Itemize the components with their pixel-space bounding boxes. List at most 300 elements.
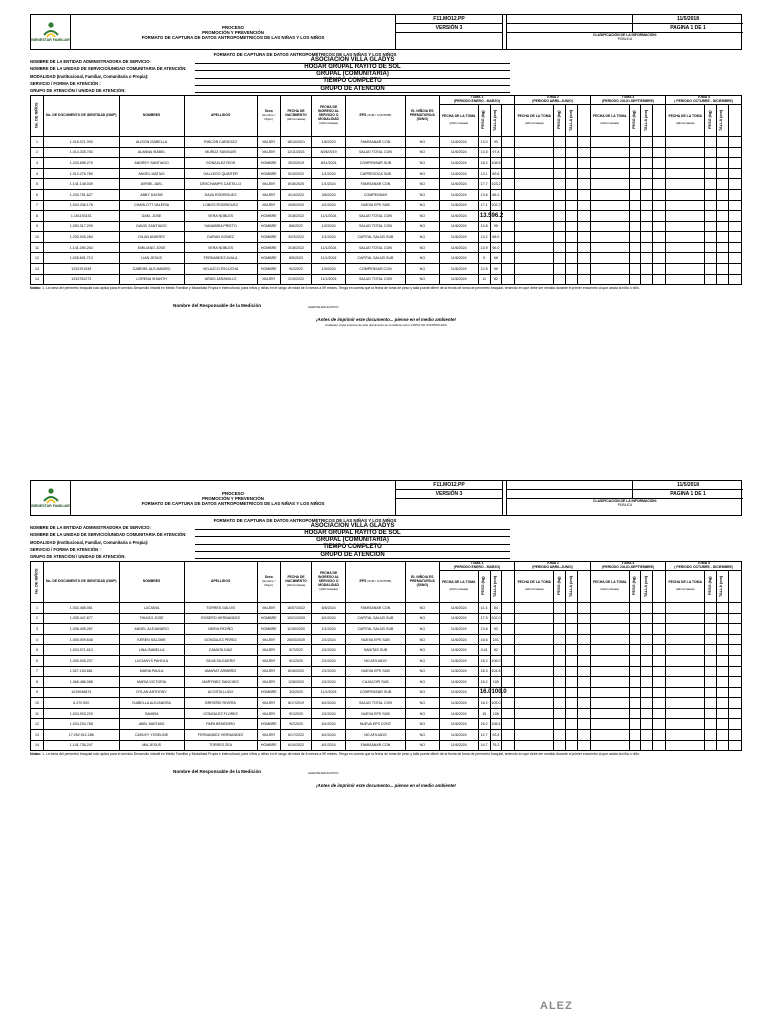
- cell-empty[interactable]: [705, 666, 717, 677]
- cell-empty[interactable]: [554, 634, 566, 645]
- cell-empty[interactable]: [641, 242, 653, 253]
- cell-empty[interactable]: [653, 189, 666, 200]
- cell-empty[interactable]: [566, 264, 578, 275]
- cell-empty[interactable]: [515, 624, 554, 635]
- cell-empty[interactable]: [728, 221, 741, 232]
- cell-empty[interactable]: [629, 602, 641, 613]
- cell-empty[interactable]: [705, 136, 717, 147]
- cell-empty[interactable]: [554, 677, 566, 688]
- cell-empty[interactable]: [577, 211, 590, 222]
- cell-empty[interactable]: [629, 687, 641, 698]
- cell-empty[interactable]: [577, 179, 590, 190]
- cell-empty[interactable]: [629, 189, 641, 200]
- cell-empty[interactable]: [566, 708, 578, 719]
- cell-empty[interactable]: [502, 158, 515, 169]
- cell-empty[interactable]: [716, 189, 728, 200]
- cell-empty[interactable]: [566, 677, 578, 688]
- cell-empty[interactable]: [566, 666, 578, 677]
- cell-empty[interactable]: [566, 613, 578, 624]
- cell-empty[interactable]: [590, 264, 629, 275]
- cell-empty[interactable]: [577, 253, 590, 264]
- cell-empty[interactable]: [629, 740, 641, 751]
- cell-empty[interactable]: [629, 655, 641, 666]
- cell-empty[interactable]: [728, 211, 741, 222]
- cell-empty[interactable]: [590, 645, 629, 656]
- cell-empty[interactable]: [641, 189, 653, 200]
- cell-empty[interactable]: [590, 655, 629, 666]
- cell-empty[interactable]: [502, 264, 515, 275]
- cell-empty[interactable]: [728, 655, 741, 666]
- cell-empty[interactable]: [705, 242, 717, 253]
- cell-empty[interactable]: [728, 232, 741, 243]
- cell-empty[interactable]: [577, 708, 590, 719]
- cell-empty[interactable]: [590, 677, 629, 688]
- cell-empty[interactable]: [653, 168, 666, 179]
- cell-empty[interactable]: [554, 221, 566, 232]
- cell-empty[interactable]: [629, 179, 641, 190]
- cell-empty[interactable]: [705, 719, 717, 730]
- cell-empty[interactable]: [515, 708, 554, 719]
- cell-empty[interactable]: [577, 655, 590, 666]
- cell-empty[interactable]: [554, 698, 566, 709]
- cell-empty[interactable]: [629, 147, 641, 158]
- cell-empty[interactable]: [666, 634, 705, 645]
- cell-empty[interactable]: [705, 158, 717, 169]
- cell-empty[interactable]: [515, 687, 554, 698]
- cell-empty[interactable]: [566, 719, 578, 730]
- cell-empty[interactable]: [577, 232, 590, 243]
- cell-empty[interactable]: [629, 136, 641, 147]
- cell-empty[interactable]: [666, 730, 705, 741]
- cell-empty[interactable]: [515, 221, 554, 232]
- cell-empty[interactable]: [502, 634, 515, 645]
- cell-empty[interactable]: [716, 168, 728, 179]
- cell-empty[interactable]: [566, 730, 578, 741]
- cell-empty[interactable]: [716, 158, 728, 169]
- cell-empty[interactable]: [641, 687, 653, 698]
- cell-empty[interactable]: [653, 264, 666, 275]
- cell-empty[interactable]: [577, 730, 590, 741]
- cell-empty[interactable]: [566, 189, 578, 200]
- cell-empty[interactable]: [666, 602, 705, 613]
- cell-empty[interactable]: [629, 634, 641, 645]
- cell-empty[interactable]: [705, 147, 717, 158]
- cell-empty[interactable]: [653, 613, 666, 624]
- cell-empty[interactable]: [502, 200, 515, 211]
- cell-empty[interactable]: [502, 221, 515, 232]
- cell-empty[interactable]: [641, 740, 653, 751]
- cell-empty[interactable]: [590, 232, 629, 243]
- cell-empty[interactable]: [502, 147, 515, 158]
- cell-empty[interactable]: [641, 602, 653, 613]
- cell-empty[interactable]: [590, 274, 629, 285]
- cell-empty[interactable]: [502, 179, 515, 190]
- cell-empty[interactable]: [554, 645, 566, 656]
- cell-empty[interactable]: [566, 179, 578, 190]
- cell-empty[interactable]: [590, 242, 629, 253]
- cell-empty[interactable]: [728, 645, 741, 656]
- cell-empty[interactable]: [554, 232, 566, 243]
- cell-empty[interactable]: [716, 264, 728, 275]
- cell-empty[interactable]: [577, 613, 590, 624]
- cell-empty[interactable]: [577, 645, 590, 656]
- cell-empty[interactable]: [502, 740, 515, 751]
- cell-empty[interactable]: [716, 211, 728, 222]
- cell-empty[interactable]: [515, 264, 554, 275]
- cell-empty[interactable]: [705, 613, 717, 624]
- cell-empty[interactable]: [705, 602, 717, 613]
- cell-empty[interactable]: [554, 242, 566, 253]
- cell-empty[interactable]: [502, 677, 515, 688]
- cell-empty[interactable]: [641, 655, 653, 666]
- cell-empty[interactable]: [554, 740, 566, 751]
- cell-empty[interactable]: [653, 179, 666, 190]
- cell-empty[interactable]: [515, 136, 554, 147]
- cell-empty[interactable]: [515, 613, 554, 624]
- cell-empty[interactable]: [502, 698, 515, 709]
- cell-empty[interactable]: [666, 253, 705, 264]
- cell-empty[interactable]: [705, 232, 717, 243]
- cell-empty[interactable]: [629, 645, 641, 656]
- cell-empty[interactable]: [666, 147, 705, 158]
- cell-empty[interactable]: [641, 645, 653, 656]
- cell-empty[interactable]: [705, 698, 717, 709]
- cell-empty[interactable]: [554, 655, 566, 666]
- cell-empty[interactable]: [590, 613, 629, 624]
- cell-empty[interactable]: [716, 740, 728, 751]
- cell-empty[interactable]: [554, 253, 566, 264]
- cell-empty[interactable]: [629, 200, 641, 211]
- cell-empty[interactable]: [502, 624, 515, 635]
- cell-empty[interactable]: [666, 666, 705, 677]
- cell-empty[interactable]: [629, 730, 641, 741]
- cell-empty[interactable]: [716, 136, 728, 147]
- cell-empty[interactable]: [502, 253, 515, 264]
- cell-empty[interactable]: [515, 232, 554, 243]
- cell-empty[interactable]: [577, 274, 590, 285]
- cell-empty[interactable]: [728, 602, 741, 613]
- cell-empty[interactable]: [554, 613, 566, 624]
- cell-empty[interactable]: [566, 168, 578, 179]
- cell-empty[interactable]: [515, 666, 554, 677]
- cell-empty[interactable]: [705, 168, 717, 179]
- cell-empty[interactable]: [566, 242, 578, 253]
- cell-empty[interactable]: [653, 624, 666, 635]
- cell-empty[interactable]: [728, 708, 741, 719]
- cell-empty[interactable]: [716, 602, 728, 613]
- cell-empty[interactable]: [502, 719, 515, 730]
- cell-empty[interactable]: [666, 655, 705, 666]
- cell-empty[interactable]: [653, 274, 666, 285]
- cell-empty[interactable]: [653, 740, 666, 751]
- cell-empty[interactable]: [554, 136, 566, 147]
- cell-empty[interactable]: [502, 136, 515, 147]
- cell-empty[interactable]: [629, 168, 641, 179]
- cell-empty[interactable]: [653, 253, 666, 264]
- cell-empty[interactable]: [590, 730, 629, 741]
- cell-empty[interactable]: [577, 242, 590, 253]
- cell-empty[interactable]: [554, 624, 566, 635]
- cell-empty[interactable]: [554, 200, 566, 211]
- cell-empty[interactable]: [515, 242, 554, 253]
- cell-empty[interactable]: [629, 274, 641, 285]
- cell-empty[interactable]: [728, 624, 741, 635]
- cell-empty[interactable]: [705, 740, 717, 751]
- cell-empty[interactable]: [566, 634, 578, 645]
- cell-empty[interactable]: [590, 211, 629, 222]
- cell-empty[interactable]: [728, 274, 741, 285]
- cell-empty[interactable]: [666, 708, 705, 719]
- cell-empty[interactable]: [515, 147, 554, 158]
- cell-empty[interactable]: [728, 179, 741, 190]
- cell-empty[interactable]: [641, 253, 653, 264]
- cell-empty[interactable]: [590, 698, 629, 709]
- cell-empty[interactable]: [515, 645, 554, 656]
- cell-empty[interactable]: [641, 274, 653, 285]
- cell-empty[interactable]: [666, 624, 705, 635]
- cell-empty[interactable]: [566, 602, 578, 613]
- cell-empty[interactable]: [705, 264, 717, 275]
- cell-empty[interactable]: [590, 253, 629, 264]
- cell-empty[interactable]: [566, 221, 578, 232]
- cell-empty[interactable]: [641, 613, 653, 624]
- cell-empty[interactable]: [515, 179, 554, 190]
- cell-empty[interactable]: [653, 211, 666, 222]
- cell-empty[interactable]: [728, 687, 741, 698]
- cell-empty[interactable]: [515, 740, 554, 751]
- cell-empty[interactable]: [566, 624, 578, 635]
- cell-empty[interactable]: [728, 200, 741, 211]
- cell-empty[interactable]: [629, 613, 641, 624]
- cell-empty[interactable]: [666, 221, 705, 232]
- cell-empty[interactable]: [728, 740, 741, 751]
- cell-empty[interactable]: [566, 158, 578, 169]
- cell-empty[interactable]: [728, 253, 741, 264]
- cell-empty[interactable]: [716, 221, 728, 232]
- cell-empty[interactable]: [666, 168, 705, 179]
- cell-empty[interactable]: [629, 698, 641, 709]
- cell-empty[interactable]: [590, 158, 629, 169]
- cell-empty[interactable]: [641, 698, 653, 709]
- cell-empty[interactable]: [728, 730, 741, 741]
- cell-empty[interactable]: [728, 136, 741, 147]
- cell-empty[interactable]: [716, 687, 728, 698]
- cell-empty[interactable]: [590, 602, 629, 613]
- cell-empty[interactable]: [554, 264, 566, 275]
- cell-empty[interactable]: [554, 730, 566, 741]
- cell-empty[interactable]: [728, 242, 741, 253]
- cell-empty[interactable]: [641, 221, 653, 232]
- cell-empty[interactable]: [666, 158, 705, 169]
- cell-empty[interactable]: [629, 242, 641, 253]
- cell-empty[interactable]: [515, 189, 554, 200]
- cell-empty[interactable]: [653, 200, 666, 211]
- cell-empty[interactable]: [554, 708, 566, 719]
- cell-empty[interactable]: [666, 677, 705, 688]
- cell-empty[interactable]: [554, 211, 566, 222]
- cell-empty[interactable]: [666, 645, 705, 656]
- cell-empty[interactable]: [641, 200, 653, 211]
- cell-empty[interactable]: [653, 708, 666, 719]
- cell-empty[interactable]: [629, 211, 641, 222]
- cell-empty[interactable]: [566, 274, 578, 285]
- cell-empty[interactable]: [590, 147, 629, 158]
- cell-empty[interactable]: [716, 179, 728, 190]
- cell-empty[interactable]: [653, 634, 666, 645]
- cell-empty[interactable]: [641, 634, 653, 645]
- cell-empty[interactable]: [554, 602, 566, 613]
- cell-empty[interactable]: [716, 634, 728, 645]
- cell-empty[interactable]: [666, 687, 705, 698]
- cell-empty[interactable]: [716, 200, 728, 211]
- cell-empty[interactable]: [716, 730, 728, 741]
- cell-empty[interactable]: [554, 666, 566, 677]
- cell-empty[interactable]: [716, 698, 728, 709]
- cell-empty[interactable]: [653, 232, 666, 243]
- cell-empty[interactable]: [515, 200, 554, 211]
- cell-empty[interactable]: [716, 232, 728, 243]
- cell-empty[interactable]: [502, 708, 515, 719]
- cell-empty[interactable]: [629, 624, 641, 635]
- cell-empty[interactable]: [502, 602, 515, 613]
- cell-empty[interactable]: [566, 253, 578, 264]
- cell-empty[interactable]: [653, 655, 666, 666]
- cell-empty[interactable]: [554, 179, 566, 190]
- cell-empty[interactable]: [629, 677, 641, 688]
- cell-empty[interactable]: [629, 232, 641, 243]
- cell-empty[interactable]: [641, 147, 653, 158]
- cell-empty[interactable]: [641, 158, 653, 169]
- cell-empty[interactable]: [705, 634, 717, 645]
- cell-empty[interactable]: [502, 168, 515, 179]
- cell-empty[interactable]: [577, 666, 590, 677]
- cell-empty[interactable]: [716, 274, 728, 285]
- cell-empty[interactable]: [641, 264, 653, 275]
- cell-empty[interactable]: [554, 719, 566, 730]
- cell-empty[interactable]: [641, 677, 653, 688]
- cell-empty[interactable]: [666, 179, 705, 190]
- cell-empty[interactable]: [716, 147, 728, 158]
- cell-empty[interactable]: [515, 211, 554, 222]
- cell-empty[interactable]: [716, 253, 728, 264]
- cell-empty[interactable]: [566, 211, 578, 222]
- cell-empty[interactable]: [728, 634, 741, 645]
- cell-empty[interactable]: [728, 666, 741, 677]
- cell-empty[interactable]: [515, 730, 554, 741]
- cell-empty[interactable]: [653, 242, 666, 253]
- cell-empty[interactable]: [554, 687, 566, 698]
- cell-empty[interactable]: [653, 687, 666, 698]
- cell-empty[interactable]: [666, 613, 705, 624]
- cell-empty[interactable]: [653, 666, 666, 677]
- cell-empty[interactable]: [566, 655, 578, 666]
- cell-empty[interactable]: [653, 147, 666, 158]
- cell-empty[interactable]: [577, 698, 590, 709]
- cell-empty[interactable]: [502, 655, 515, 666]
- cell-empty[interactable]: [705, 645, 717, 656]
- cell-empty[interactable]: [566, 687, 578, 698]
- cell-empty[interactable]: [728, 613, 741, 624]
- cell-empty[interactable]: [590, 634, 629, 645]
- cell-empty[interactable]: [653, 719, 666, 730]
- cell-empty[interactable]: [629, 719, 641, 730]
- cell-empty[interactable]: [728, 677, 741, 688]
- cell-empty[interactable]: [566, 136, 578, 147]
- cell-empty[interactable]: [705, 708, 717, 719]
- cell-empty[interactable]: [716, 655, 728, 666]
- cell-empty[interactable]: [653, 158, 666, 169]
- cell-empty[interactable]: [554, 147, 566, 158]
- cell-empty[interactable]: [515, 698, 554, 709]
- cell-empty[interactable]: [590, 687, 629, 698]
- cell-empty[interactable]: [577, 602, 590, 613]
- cell-empty[interactable]: [641, 168, 653, 179]
- cell-empty[interactable]: [653, 645, 666, 656]
- cell-empty[interactable]: [502, 232, 515, 243]
- cell-empty[interactable]: [502, 613, 515, 624]
- cell-empty[interactable]: [515, 168, 554, 179]
- cell-empty[interactable]: [705, 730, 717, 741]
- cell-empty[interactable]: [641, 179, 653, 190]
- cell-empty[interactable]: [666, 242, 705, 253]
- cell-empty[interactable]: [629, 158, 641, 169]
- cell-empty[interactable]: [577, 687, 590, 698]
- cell-empty[interactable]: [577, 189, 590, 200]
- cell-empty[interactable]: [590, 740, 629, 751]
- cell-empty[interactable]: [590, 168, 629, 179]
- cell-empty[interactable]: [502, 645, 515, 656]
- cell-empty[interactable]: [566, 740, 578, 751]
- cell-empty[interactable]: [554, 274, 566, 285]
- cell-empty[interactable]: [728, 147, 741, 158]
- cell-empty[interactable]: [716, 666, 728, 677]
- cell-empty[interactable]: [705, 179, 717, 190]
- cell-empty[interactable]: [590, 189, 629, 200]
- cell-empty[interactable]: [554, 158, 566, 169]
- cell-empty[interactable]: [577, 624, 590, 635]
- cell-empty[interactable]: [728, 168, 741, 179]
- cell-empty[interactable]: [716, 624, 728, 635]
- cell-empty[interactable]: [666, 264, 705, 275]
- cell-empty[interactable]: [590, 136, 629, 147]
- cell-empty[interactable]: [666, 740, 705, 751]
- cell-empty[interactable]: [716, 242, 728, 253]
- cell-empty[interactable]: [705, 189, 717, 200]
- cell-empty[interactable]: [590, 200, 629, 211]
- cell-empty[interactable]: [666, 200, 705, 211]
- cell-empty[interactable]: [577, 147, 590, 158]
- cell-empty[interactable]: [666, 698, 705, 709]
- cell-empty[interactable]: [705, 253, 717, 264]
- cell-empty[interactable]: [666, 136, 705, 147]
- cell-empty[interactable]: [629, 264, 641, 275]
- cell-empty[interactable]: [641, 666, 653, 677]
- cell-empty[interactable]: [566, 698, 578, 709]
- cell-empty[interactable]: [629, 666, 641, 677]
- cell-empty[interactable]: [705, 200, 717, 211]
- cell-empty[interactable]: [653, 136, 666, 147]
- cell-empty[interactable]: [705, 687, 717, 698]
- cell-empty[interactable]: [629, 221, 641, 232]
- cell-empty[interactable]: [641, 211, 653, 222]
- cell-empty[interactable]: [716, 677, 728, 688]
- cell-empty[interactable]: [502, 274, 515, 285]
- cell-empty[interactable]: [641, 719, 653, 730]
- cell-empty[interactable]: [716, 708, 728, 719]
- cell-empty[interactable]: [653, 602, 666, 613]
- cell-empty[interactable]: [554, 189, 566, 200]
- cell-empty[interactable]: [666, 189, 705, 200]
